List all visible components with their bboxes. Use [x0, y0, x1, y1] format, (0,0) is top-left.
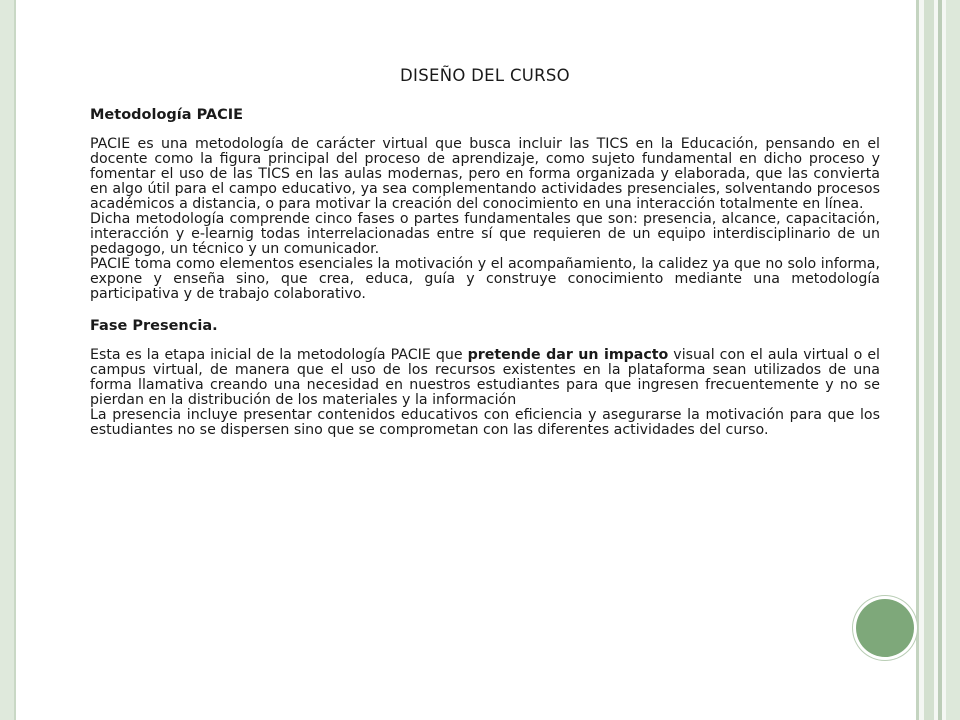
paragraph: PACIE toma como elementos esenciales la motivación y el acompañamiento, la calidez ya que no solo informa, expone y enseña sino, que crea, educa, guía y construye conocimiento mediante una metodología participativa y de trabajo colaborativo. — [90, 256, 880, 302]
section-heading-metodologia: Metodología PACIE — [90, 107, 244, 123]
paragraph: PACIE es una metodología de carácter virtual que busca incluir las TICS en la Educación, pensando en el docente como la figura principal del proceso de aprendizaje, como sujeto fundamental en dicho proceso y fomentar el uso de las TICS en las aulas modernas, pero en forma organizada y elaborada, que las convierta en algo útil para el campo educativo, ya sea complementando actividades presenciales, solventando procesos académicos a distancia, o para motivar la creación del conocimiento en una interacción totalmente en línea. — [90, 136, 880, 212]
text-run: visual con el aula virtual o el campus virtual, de manera que el uso de los recursos existentes en la plataforma sean utilizados de una forma llamativa creando una necesidad en nuestros estudiantes para que ingresen frecuentemente y no se pierdan en la distribución de los materiales y la información — [90, 347, 880, 408]
paragraph: La presencia incluye presentar contenidos educativos con eficiencia y asegurarse la motivación para que los estudiantes no se dispersen sino que se comprometan con las diferentes actividades del curso. — [90, 407, 880, 438]
stripe — [916, 0, 919, 720]
section-heading-fase-presencia: Fase Presencia. — [90, 318, 218, 334]
decorative-circle — [856, 599, 914, 657]
left-frame-border — [0, 0, 16, 720]
emphasis-text: pretende dar un impacto — [467, 347, 669, 363]
stripe — [946, 0, 960, 720]
slide-title: DISEÑO DEL CURSO — [400, 66, 570, 85]
paragraph — [90, 348, 880, 408]
right-decorative-stripes — [916, 0, 960, 720]
stripe — [924, 0, 934, 720]
stripe — [938, 0, 942, 720]
paragraph: Dicha metodología comprende cinco fases o partes fundamentales que son: presencia, alcance, capacitación, interacción y e-learnig todas interrelacionadas entre sí que requieren de un equipo interdisciplinario de un pedagogo, un técnico y un comunicador. — [90, 211, 880, 257]
slide-content — [90, 66, 880, 438]
text-run: Esta es la etapa inicial de la metodología PACIE que — [90, 347, 468, 363]
